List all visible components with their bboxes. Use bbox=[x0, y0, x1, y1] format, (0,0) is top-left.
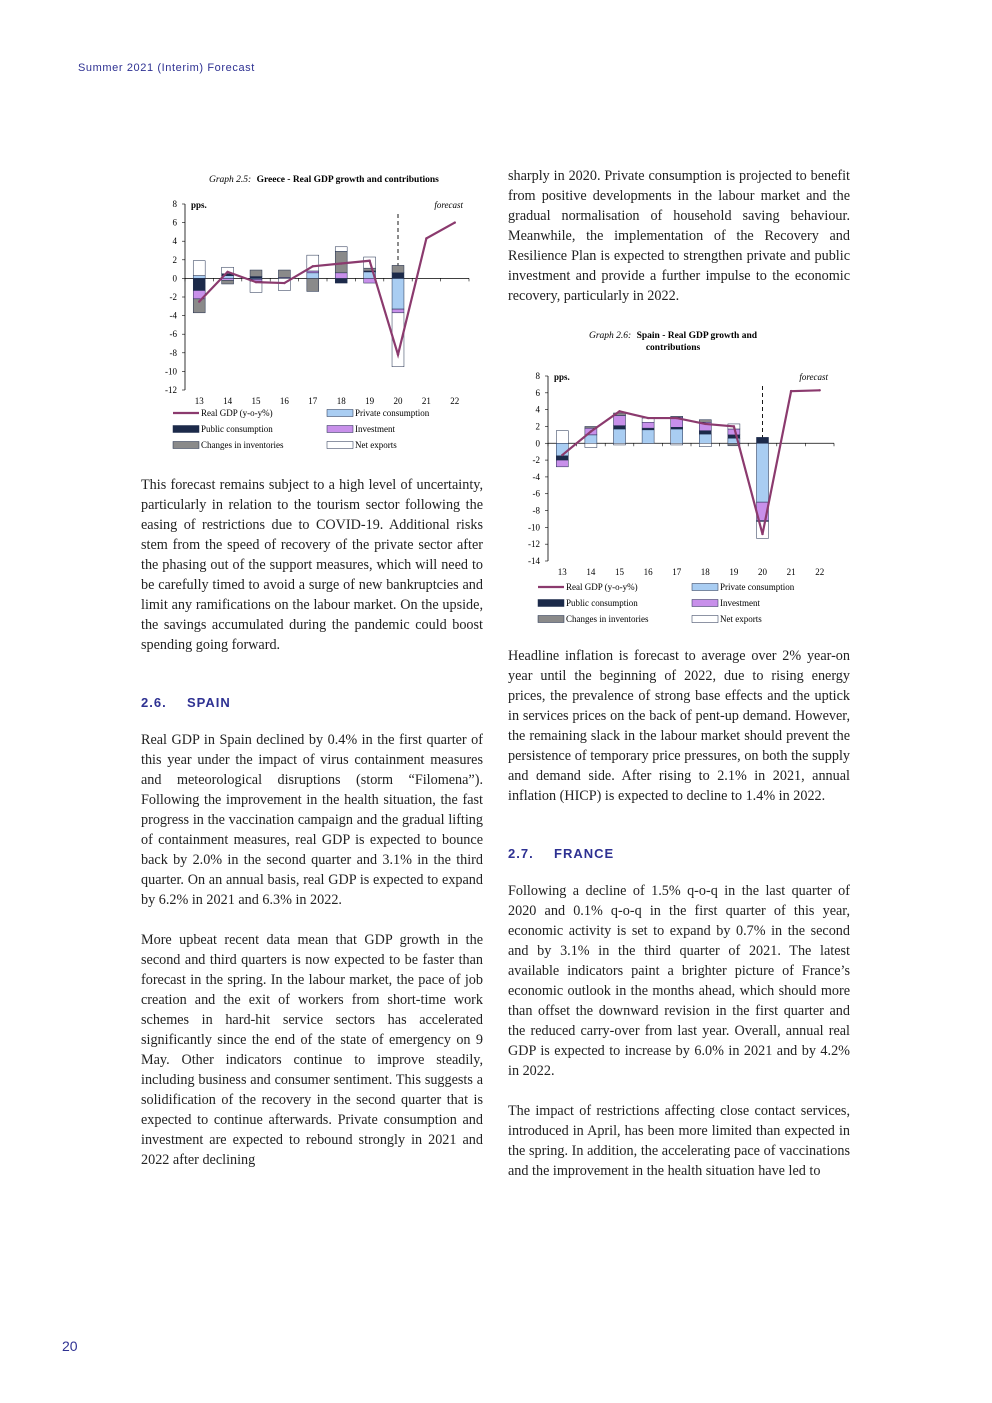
chart-title bbox=[589, 331, 758, 341]
bar-private bbox=[671, 429, 683, 443]
bar-public bbox=[642, 428, 654, 430]
section-heading-spain bbox=[141, 695, 483, 710]
paragraph: sharply in 2020. Private consumption is projected to benefit from positive developments in the labour market and the gradual normalisation of household saving behaviour. Meanwhile, the implementation of the Recovery and Resilience Plan is expected to strengthen private and public investment and provide a further impulse to the economic recovery, particularly in 2022. bbox=[508, 168, 850, 304]
bar-investment bbox=[307, 271, 319, 273]
line-point bbox=[561, 454, 563, 456]
line-point bbox=[226, 271, 228, 273]
line-point bbox=[790, 390, 792, 392]
x-tick-label: 13 bbox=[194, 396, 204, 406]
chart-title-text: Spain - Real GDP growth and bbox=[636, 331, 758, 341]
x-tick-label: 14 bbox=[586, 567, 596, 577]
legend-swatch-public bbox=[173, 426, 199, 433]
legend-label-investment: Investment bbox=[355, 424, 395, 434]
y-tick-label: -6 bbox=[532, 488, 540, 499]
line-point bbox=[704, 423, 706, 425]
bar-private bbox=[756, 443, 768, 502]
bar-investment bbox=[222, 278, 234, 280]
legend-label-public: Public consumption bbox=[566, 598, 638, 608]
unit-label: pps. bbox=[191, 200, 207, 210]
running-header: Summer 2021 (Interim) Forecast bbox=[78, 62, 255, 74]
legend-swatch-net_exports bbox=[692, 616, 718, 623]
x-tick-label: 15 bbox=[615, 567, 624, 577]
line-point bbox=[733, 425, 735, 427]
x-tick-label: 21 bbox=[786, 567, 796, 577]
legend-label-public: Public consumption bbox=[201, 424, 273, 434]
line-point bbox=[198, 300, 200, 302]
legend-swatch-inventories bbox=[173, 442, 199, 449]
legend-label-inventories: Changes in inventories bbox=[201, 440, 284, 450]
line-point bbox=[647, 417, 649, 419]
bar-investment bbox=[642, 422, 654, 428]
legend-swatch-inventories bbox=[538, 616, 564, 623]
chart-title-prefix: Graph 2.6: bbox=[588, 331, 632, 341]
legend-label-real_gdp: Real GDP (y-o-y%) bbox=[201, 408, 273, 418]
line-point bbox=[425, 237, 427, 239]
y-tick-label: 4 bbox=[172, 236, 177, 247]
bar-public bbox=[613, 426, 625, 429]
bar-investment bbox=[364, 278, 376, 283]
legend-swatch-net_exports bbox=[327, 442, 353, 449]
paragraph: Real GDP in Spain declined by 0.4% in the first quarter of this year under the impact of virus containment measures and meteorological disruptions (storm “Filomena”). Following the improvement in the health situation, the fast progress in the vaccination campaign and the gradual lifting of containment measures, real GDP is expected to bounce back by 2.0% in the second quarter and 3.1% in the third quarter. On an annual basis, real GDP is expected to expand by 6.2% in 2021 and 6.3% in 2022. bbox=[141, 732, 483, 908]
bar-public bbox=[728, 435, 740, 438]
legend-label-inventories: Changes in inventories bbox=[566, 614, 649, 624]
left-column bbox=[141, 170, 483, 1190]
forecast-label: forecast bbox=[434, 200, 463, 210]
line-point bbox=[283, 282, 285, 284]
section-title: SPAIN bbox=[187, 695, 231, 710]
x-tick-label: 16 bbox=[643, 567, 653, 577]
x-tick-label: 15 bbox=[251, 396, 261, 406]
page-number: 20 bbox=[62, 1338, 78, 1354]
line-point bbox=[590, 430, 592, 432]
line-point bbox=[676, 417, 678, 419]
bar-public bbox=[671, 427, 683, 429]
bar-public bbox=[250, 277, 262, 279]
y-tick-label: 0 bbox=[535, 438, 540, 449]
bar-private bbox=[613, 429, 625, 443]
bar-investment bbox=[613, 416, 625, 426]
bar-investment bbox=[556, 460, 568, 467]
y-tick-label: -8 bbox=[169, 347, 177, 358]
series-line-real-gdp bbox=[562, 390, 819, 534]
bar-net_exports bbox=[556, 431, 568, 444]
chart-title bbox=[209, 175, 439, 185]
paragraph: Following a decline of 1.5% q-o-q in the last quarter of 2020 and 0.1% q-o-q in the first quarter of this year, economic activity is set to expand by 0.7% in the second and by 3.1% in the third quarter of 2021. The latest available indicators paint a brighter picture of France’s economic outlook in the months ahead, which should more than offset the downward revision in the first quarter and the reduced carry-over from last year. Overall, annual real GDP is expected to increase by 6.0% in 2021 and by 4.2% in 2022. bbox=[508, 883, 850, 1079]
y-tick-label: -8 bbox=[532, 505, 540, 516]
series-line-real-gdp bbox=[199, 223, 455, 355]
paragraph: Headline inflation is forecast to average over 2% year-on year until the beginning of 2022, due to rising energy prices, the prevalence of strong base effects and the uptick in services prices on the back of pent-up demand. However, the remaining slack in the labour market should prevent the persistence of temporary price pressures, on both the supply and demand side. After rising to 2.1% in 2021, annual inflation (HICP) is expected to decline to 1.4% in 2022. bbox=[508, 648, 850, 804]
y-tick-label: 8 bbox=[535, 371, 540, 381]
chart-greece-gdp bbox=[141, 170, 483, 455]
chart-title-prefix: Graph 2.5: bbox=[209, 175, 252, 185]
y-tick-label: -10 bbox=[528, 522, 540, 533]
x-tick-label: 20 bbox=[393, 396, 403, 406]
y-tick-label: -2 bbox=[532, 455, 540, 466]
bar-investment bbox=[392, 309, 404, 313]
bar-public bbox=[392, 273, 404, 279]
bar-net_exports bbox=[335, 247, 347, 252]
forecast-label: forecast bbox=[799, 372, 828, 382]
chart-plot bbox=[165, 199, 469, 406]
bar-private bbox=[642, 430, 654, 443]
legend-label-net_exports: Net exports bbox=[355, 440, 397, 450]
y-tick-label: -12 bbox=[165, 385, 177, 395]
bar-net_exports bbox=[699, 443, 711, 446]
line-point bbox=[368, 260, 370, 262]
legend-label-private: Private consumption bbox=[720, 582, 795, 592]
line-point bbox=[819, 389, 821, 391]
line-point bbox=[761, 533, 763, 535]
x-tick-label: 18 bbox=[700, 567, 710, 577]
bar-net_exports bbox=[193, 261, 205, 276]
x-tick-label: 13 bbox=[557, 567, 567, 577]
bar-net_exports bbox=[671, 443, 683, 445]
y-tick-label: -10 bbox=[165, 366, 177, 377]
y-tick-label: 6 bbox=[535, 387, 540, 398]
legend-swatch-private bbox=[692, 584, 718, 591]
bar-public bbox=[756, 437, 768, 443]
section-number: 2.7. bbox=[508, 846, 534, 861]
bar-private bbox=[193, 276, 205, 279]
bar-private bbox=[307, 273, 319, 279]
y-tick-label: -6 bbox=[169, 329, 177, 340]
bar-investment bbox=[335, 273, 347, 279]
bar-inventories bbox=[307, 278, 319, 291]
legend-label-investment: Investment bbox=[720, 598, 760, 608]
legend-label-net_exports: Net exports bbox=[720, 614, 762, 624]
x-tick-label: 17 bbox=[308, 396, 318, 406]
unit-label: pps. bbox=[554, 372, 570, 382]
y-tick-label: 6 bbox=[172, 217, 177, 228]
bar-inventories bbox=[250, 270, 262, 277]
section-number: 2.6. bbox=[141, 695, 167, 710]
bar-net_exports bbox=[613, 443, 625, 445]
x-tick-label: 19 bbox=[365, 396, 375, 406]
bar-inventories bbox=[699, 420, 711, 423]
paragraph: More upbeat recent data mean that GDP growth in the second and third quarters is now expected to be faster than forecast in the spring. In the labour market, the pace of job creation and the exit of workers from short-time work schemes in hard-hit service sectors has accelerated significantly since the end of the state of emergency on 9 May. Other indicators continue to improve steadily, including business and consumer sentiment. This suggests a solidification of the recovery in the second quarter that is expected to continue afterwards. Private consumption and investment are expected to rebound strongly in 2021 and 2022 after declining bbox=[141, 932, 483, 1168]
x-tick-label: 16 bbox=[279, 396, 289, 406]
line-point bbox=[340, 262, 342, 264]
y-tick-label: -14 bbox=[528, 556, 540, 566]
bar-inventories bbox=[222, 280, 234, 284]
y-tick-label: 2 bbox=[172, 254, 177, 265]
y-tick-label: 4 bbox=[535, 404, 540, 415]
section-title: FRANCE bbox=[554, 846, 615, 861]
x-tick-label: 18 bbox=[336, 396, 346, 406]
bar-public bbox=[556, 456, 568, 460]
y-tick-label: 2 bbox=[535, 421, 540, 432]
line-point bbox=[312, 265, 314, 267]
bar-public bbox=[699, 431, 711, 434]
y-tick-label: -2 bbox=[169, 292, 177, 302]
bar-private bbox=[699, 434, 711, 443]
section-heading-france bbox=[508, 846, 850, 861]
y-tick-label: -4 bbox=[169, 310, 177, 321]
x-tick-label: 22 bbox=[450, 396, 460, 406]
bar-public bbox=[335, 278, 347, 283]
legend-swatch-investment bbox=[327, 426, 353, 433]
y-tick-label: -4 bbox=[532, 471, 540, 482]
chart-plot bbox=[528, 371, 834, 577]
x-tick-label: 14 bbox=[223, 396, 233, 406]
chart-legend bbox=[173, 408, 430, 450]
x-tick-label: 19 bbox=[729, 567, 739, 577]
y-tick-label: 0 bbox=[172, 273, 177, 284]
x-tick-label: 22 bbox=[815, 567, 825, 577]
x-tick-label: 21 bbox=[421, 396, 431, 406]
chart-title-text: Greece - Real GDP growth and contributions bbox=[256, 175, 439, 185]
right-column bbox=[508, 166, 850, 1201]
legend-swatch-investment bbox=[692, 600, 718, 607]
bar-inventories bbox=[364, 268, 376, 271]
x-tick-label: 20 bbox=[758, 567, 767, 577]
y-tick-label: 8 bbox=[172, 199, 177, 209]
legend-swatch-public bbox=[538, 600, 564, 607]
chart-spain-gdp bbox=[508, 326, 850, 624]
line-point bbox=[397, 353, 399, 355]
bar-net_exports bbox=[585, 443, 597, 447]
bar-inventories bbox=[278, 270, 290, 277]
legend-label-private: Private consumption bbox=[355, 408, 430, 418]
bar-private bbox=[392, 278, 404, 309]
line-point bbox=[255, 281, 257, 283]
bar-public bbox=[193, 278, 205, 290]
line-point bbox=[618, 410, 620, 412]
chart-title-line2: contributions bbox=[645, 343, 701, 353]
bar-inventories bbox=[392, 265, 404, 272]
x-tick-label: 17 bbox=[672, 567, 682, 577]
legend-swatch-private bbox=[327, 410, 353, 417]
paragraph: The impact of restrictions affecting close contact services, introduced in April, has been more limited than expected in the spring. In addition, the accelerating pace of vaccinations and the improvement in the health situation have led to bbox=[508, 1103, 850, 1179]
legend-label-real_gdp: Real GDP (y-o-y%) bbox=[566, 582, 638, 592]
y-tick-label: -12 bbox=[528, 539, 540, 550]
paragraph: This forecast remains subject to a high level of uncertainty, particularly in relation to the tourism sector following the easing of restrictions due to COVID-19. Additional risks stem from the speed of recovery of the private sector after the phasing out of the support measures, which will need to be carefully timed to avoid a surge of new bankruptcies and limit any ramifications on the labour market. On the upside, the savings accumulated during the pandemic could boost spending going forward. bbox=[141, 477, 483, 653]
line-point bbox=[454, 221, 456, 223]
